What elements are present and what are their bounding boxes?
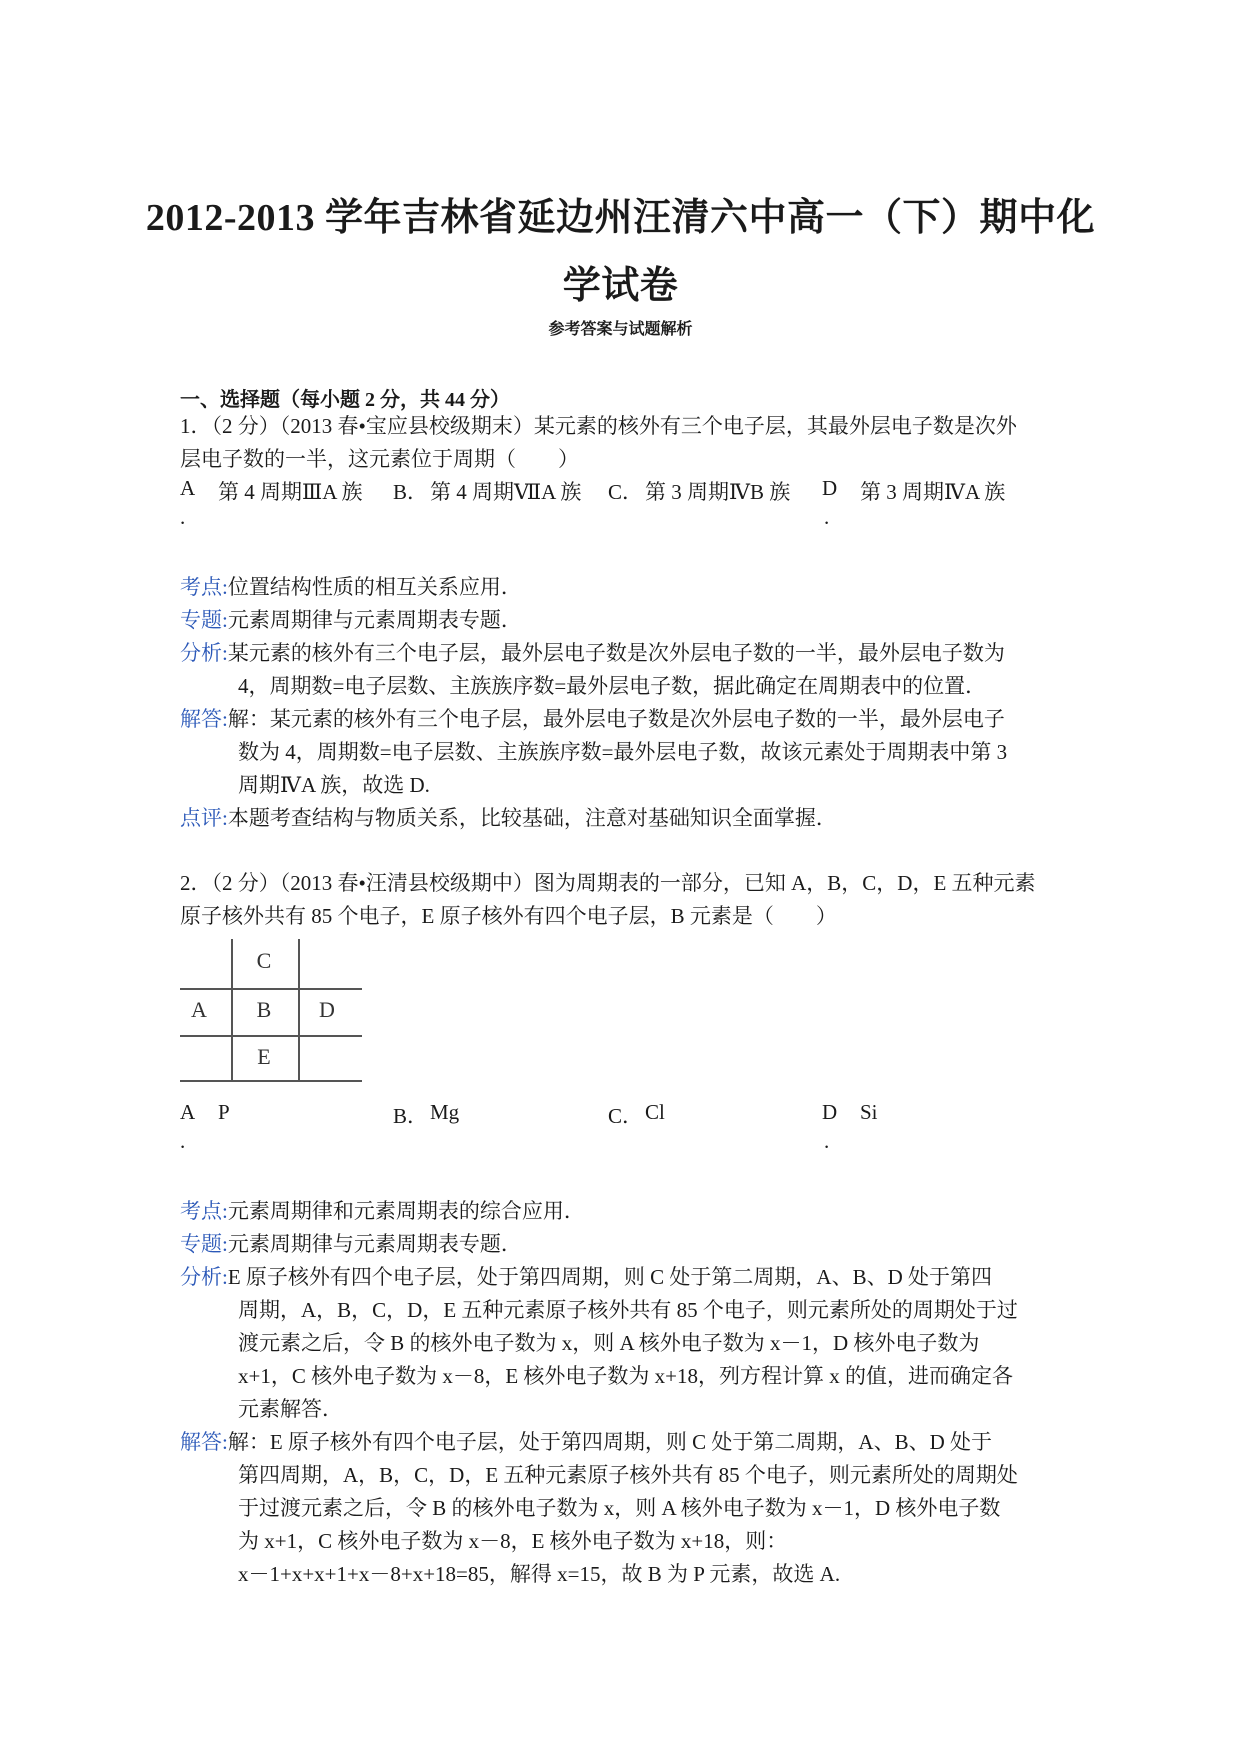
grid-line bbox=[180, 1080, 362, 1082]
q2-jieda-line2: 第四周期，A，B，C，D，E 五种元素原子核外共有 85 个电子，则元素所处的周期处 bbox=[238, 1463, 1018, 1487]
zhuanti-label: 专题: bbox=[180, 608, 228, 632]
page-title-line2: 学试卷 bbox=[562, 265, 679, 307]
q2-option-c: Cl bbox=[645, 1100, 665, 1124]
table-cell-b: B bbox=[256, 997, 272, 1022]
zhuanti-label: 专题: bbox=[180, 1232, 228, 1256]
q2-stem-line2: 原子核外共有 85 个电子，E 原子核外有四个电子层，B 元素是（ ） bbox=[180, 904, 837, 928]
q2-fenxi-line2: 周期，A，B，C，D，E 五种元素原子核外共有 85 个电子，则元素所处的周期处于过 bbox=[238, 1298, 1018, 1322]
kaodian-label: 考点: bbox=[180, 575, 228, 599]
fenxi-text: E 原子核外有四个电子层，处于第四周期，则 C 处于第二周期，A、B、D 处于第四 bbox=[227, 1265, 993, 1289]
table-cell-c: C bbox=[256, 948, 272, 973]
q2-kaodian bbox=[180, 1195, 585, 1228]
q2-jieda-line5: x－1+x+x+1+x－8+x+18=85，解得 x=15，故 B 为 P 元素，故选 A. bbox=[238, 1562, 841, 1586]
jieda-text: 解：某元素的核外有三个电子层，最外层电子数是次外层电子数的一半，最外层电子 bbox=[227, 707, 1005, 731]
jieda-text: 解：E 原子核外有四个电子层，处于第四周期，则 C 处于第二周期，A、B、D 处于 bbox=[227, 1430, 993, 1454]
jieda-label: 解答: bbox=[180, 1430, 228, 1454]
q2-option-d: Si bbox=[860, 1100, 878, 1124]
fenxi-text: 某元素的核外有三个电子层，最外层电子数是次外层电子数的一半，最外层电子数为 bbox=[227, 641, 1005, 665]
q1-zhuanti bbox=[180, 604, 522, 637]
jieda-label: 解答: bbox=[180, 707, 228, 731]
page-subtitle: 参考答案与试题解析 bbox=[548, 321, 693, 338]
q1-option-c-letter: C． bbox=[608, 480, 644, 504]
fenxi-label: 分析: bbox=[180, 641, 228, 665]
q2-jieda bbox=[180, 1426, 992, 1459]
q1-option-d-letter: D bbox=[822, 476, 838, 500]
option-dot: . bbox=[180, 505, 186, 529]
page-title: 2012-2013 学年吉林省延边州汪清六中高一（下）期中化 bbox=[145, 197, 1096, 239]
q2-option-a-letter: A bbox=[180, 1100, 196, 1124]
kaodian-label: 考点: bbox=[180, 1199, 228, 1223]
kaodian-text: 元素周期律和元素周期表的综合应用． bbox=[227, 1199, 585, 1223]
q2-option-c-letter: C． bbox=[608, 1104, 644, 1128]
periodic-table-fragment bbox=[180, 939, 362, 1082]
option-dot: . bbox=[180, 1129, 186, 1153]
option-dot: . bbox=[824, 505, 830, 529]
fenxi-label: 分析: bbox=[180, 1265, 228, 1289]
q1-dianping bbox=[180, 802, 837, 835]
table-cell-d: D bbox=[319, 997, 335, 1022]
q2-option-b-letter: B． bbox=[393, 1104, 429, 1128]
kaodian-text: 位置结构性质的相互关系应用． bbox=[227, 575, 522, 599]
q2-option-a: P bbox=[218, 1100, 230, 1124]
q2-option-d-letter: D bbox=[822, 1100, 838, 1124]
q1-stem-line1: 1．（2 分）（2013 春•宝应县校级期末）某元素的核外有三个电子层，其最外层电子数是次外 bbox=[180, 414, 1017, 438]
table-cell-a: A bbox=[191, 997, 207, 1022]
dianping-label: 点评: bbox=[180, 806, 228, 830]
q1-jieda bbox=[180, 703, 1005, 736]
section-heading: 一、选择题（每小题 2 分，共 44 分） bbox=[180, 389, 510, 411]
q2-fenxi-line4: x+1，C 核外电子数为 x－8，E 核外电子数为 x+18，列方程计算 x 的值，进而确定各 bbox=[238, 1364, 1014, 1388]
q1-fenxi bbox=[180, 637, 1005, 670]
q2-option-b: Mg bbox=[430, 1100, 460, 1124]
q1-option-c: 第 3 周期ⅣB 族 bbox=[645, 480, 791, 504]
q1-stem-line2: 层电子数的一半，这元素位于周期（ ） bbox=[180, 447, 579, 471]
zhuanti-text: 元素周期律与元素周期表专题． bbox=[227, 1232, 522, 1256]
q2-fenxi-line3: 渡元素之后，令 B 的核外电子数为 x，则 A 核外电子数为 x－1，D 核外电子数为 bbox=[238, 1331, 980, 1355]
q2-jieda-line3: 于过渡元素之后，令 B 的核外电子数为 x，则 A 核外电子数为 x－1，D 核外电子数 bbox=[238, 1496, 1001, 1520]
q1-option-a-letter: A bbox=[180, 476, 196, 500]
grid-line bbox=[298, 939, 300, 1082]
q2-jieda-line4: 为 x+1，C 核外电子数为 x－8，E 核外电子数为 x+18，则： bbox=[238, 1529, 788, 1553]
grid-line bbox=[231, 939, 233, 1082]
q2-zhuanti bbox=[180, 1228, 522, 1261]
q1-option-b-letter: B． bbox=[393, 480, 429, 504]
table-cell-e: E bbox=[257, 1044, 271, 1069]
grid-line bbox=[180, 988, 362, 990]
q1-jieda-line3: 周期ⅣA 族，故选 D. bbox=[238, 773, 430, 797]
grid-line bbox=[180, 1035, 362, 1037]
q1-option-a: 第 4 周期ⅢA 族 bbox=[218, 480, 363, 504]
q1-fenxi-line2: 4，周期数=电子层数、主族族序数=最外层电子数，据此确定在周期表中的位置． bbox=[238, 674, 987, 698]
q1-option-b: 第 4 周期ⅦA 族 bbox=[430, 480, 582, 504]
q1-jieda-line2: 数为 4，周期数=电子层数、主族族序数=最外层电子数，故该元素处于周期表中第 3 bbox=[238, 740, 1008, 764]
q1-option-d: 第 3 周期ⅣA 族 bbox=[860, 480, 1006, 504]
q2-stem-line1: 2．（2 分）（2013 春•汪清县校级期中）图为周期表的一部分，已知 A，B，C，D，E 五种元素 bbox=[180, 871, 1036, 895]
zhuanti-text: 元素周期律与元素周期表专题． bbox=[227, 608, 522, 632]
q2-fenxi-line5: 元素解答． bbox=[238, 1397, 343, 1421]
dianping-text: 本题考查结构与物质关系，比较基础，注意对基础知识全面掌握． bbox=[227, 806, 837, 830]
q2-fenxi bbox=[180, 1261, 992, 1294]
q1-kaodian bbox=[180, 571, 522, 604]
option-dot: . bbox=[824, 1129, 830, 1153]
